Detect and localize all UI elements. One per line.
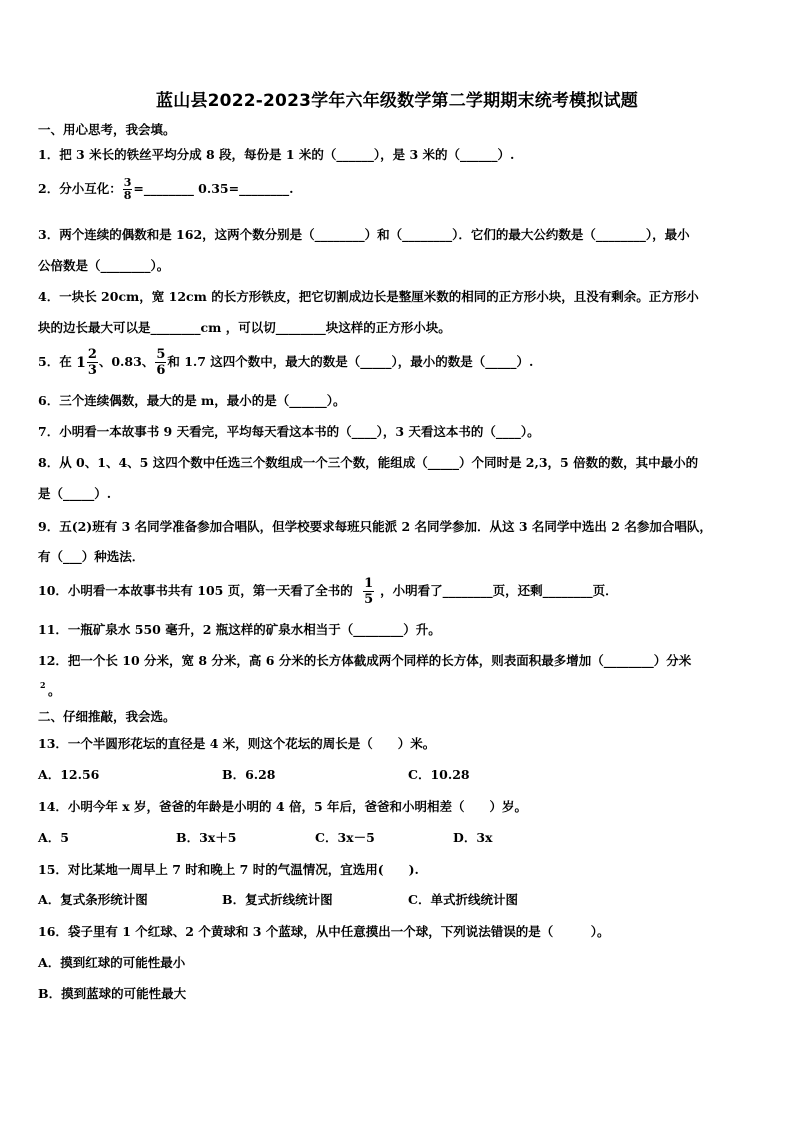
question-1: 1．把 3 米长的铁丝平均分成 8 段，每份是 1 米的（______），是 3 米的（______）. — [38, 147, 515, 162]
question-15-option-a: A．复式条形统计图 — [38, 892, 148, 907]
fraction-numerator: 1 — [364, 576, 374, 591]
fraction-three-eighths — [123, 177, 133, 202]
page-title: 蓝山县2022-2023学年六年级数学第二学期期末统考模拟试题 — [156, 91, 638, 111]
question-14-option-a: A．5 — [38, 830, 69, 845]
fraction-denominator: 3 — [87, 363, 97, 378]
question-13-option-a: A．12.56 — [38, 767, 100, 782]
fraction-numerator: 5 — [156, 347, 166, 362]
fraction-numerator: 3 — [123, 176, 132, 189]
question-9-line-1: 9．五(2)班有 3 名同学准备参加合唱队，但学校要求每班只能派 2 名同学参加．从这 3 名同学中选出 2 名参加合唱队， — [38, 519, 712, 534]
question-5-mid: 、0.83、 — [98, 354, 155, 369]
question-4-line-1: 4．一块长 20cm，宽 12cm 的长方形铁皮，把它切割成边长是整厘米数的相同的正方形小块，且没有剩余。正方形小 — [38, 289, 699, 304]
fraction-one-fifth — [363, 576, 374, 607]
question-8-line-2: 是（_____）. — [38, 486, 112, 501]
question-12-line-2: 。 — [48, 683, 61, 698]
question-10 — [38, 576, 618, 607]
question-2-suffix: =________ 0.35=________. — [133, 181, 294, 196]
question-14-option-c: C．3x－5 — [315, 830, 375, 845]
question-15: 15．对比某地一周早上 7 时和晚上 7 时的气温情况，宜选用( ). — [38, 862, 419, 877]
question-12-line-1: 12．把一个长 10 分米，宽 8 分米，高 6 分米的长方体截成两个同样的长方体，则表面积最多增加（________）分米 — [38, 653, 692, 668]
question-8-line-1: 8．从 0、1、4、5 这四个数中任选三个数组成一个三个数，能组成（_____）个同时是 2,3，5 倍数的数，其中最小的 — [38, 455, 699, 470]
question-5 — [38, 347, 533, 378]
question-15-option-c: C．单式折线统计图 — [408, 892, 518, 907]
question-9-line-2: 有（___）种选法． — [38, 549, 145, 564]
question-12-superscript: 2 — [40, 680, 46, 690]
fraction-denominator: 6 — [156, 363, 166, 378]
question-16-option-b: B．摸到蓝球的可能性最大 — [38, 986, 187, 1001]
section-heading-choose: 二、仔细推敲，我会选。 — [38, 709, 176, 724]
question-5-suffix: 和 1.7 这四个数中，最大的数是（_____），最小的数是（_____）. — [167, 354, 534, 369]
question-13-option-b: B．6.28 — [222, 767, 276, 782]
section-heading-fill: 一、用心思考，我会填。 — [38, 122, 176, 137]
question-10-prefix: 10．小明看一本故事书共有 105 页，第一天看了全书的 — [38, 583, 353, 598]
fraction-denominator: 5 — [364, 592, 374, 607]
question-5-prefix: 5．在 — [38, 354, 72, 369]
question-14-option-b: B．3x＋5 — [176, 830, 237, 845]
question-11: 11．一瓶矿泉水 550 毫升，2 瓶这样的矿泉水相当于（________）升。 — [38, 622, 441, 637]
question-10-suffix: ，小明看了________页，还剩________页． — [380, 583, 618, 598]
question-2-prefix: 2．分小互化： — [38, 181, 122, 196]
question-6: 6．三个连续偶数，最大的是 m，最小的是（______）。 — [38, 393, 346, 408]
question-13: 13．一个半圆形花坛的直径是 4 米，则这个花坛的周长是（ ）米。 — [38, 736, 436, 751]
question-16-option-a: A．摸到红球的可能性最小 — [38, 955, 186, 970]
question-13-option-c: C．10.28 — [408, 767, 470, 782]
question-14: 14．小明今年 x 岁，爸爸的年龄是小明的 4 倍，5 年后，爸爸和小明相差（ ）岁。 — [38, 799, 528, 814]
fraction-numerator: 2 — [87, 347, 97, 362]
question-7: 7．小明看一本故事书 9 天看完，平均每天看这本书的（____），3 天看这本书的（____）。 — [38, 424, 540, 439]
question-3-line-1: 3．两个连续的偶数和是 162，这两个数分别是（________）和（________）．它们的最大公约数是（________），最小 — [38, 227, 690, 242]
fraction-two-thirds — [87, 347, 98, 378]
question-14-option-d: D．3x — [453, 830, 493, 845]
fraction-five-sixths — [155, 347, 166, 378]
question-2 — [38, 177, 293, 202]
question-3-line-2: 公倍数是（________）。 — [38, 258, 170, 273]
mixed-number-whole: 1 — [76, 354, 86, 371]
question-16: 16．袋子里有 1 个红球、2 个黄球和 3 个蓝球，从中任意摸出一个球，下列说法错误的是（ ）。 — [38, 924, 610, 939]
question-4-line-2: 块的边长最大可以是________cm ，可以切________块这样的正方形小块。 — [38, 320, 451, 335]
question-15-option-b: B．复式折线统计图 — [222, 892, 333, 907]
fraction-denominator: 8 — [123, 189, 132, 202]
